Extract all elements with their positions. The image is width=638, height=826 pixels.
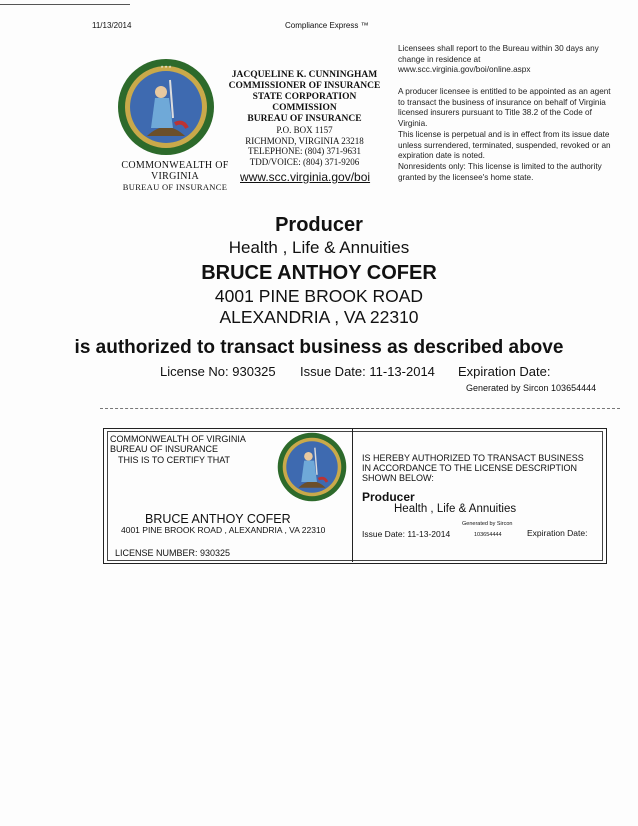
commission-line2: COMMISSION (272, 103, 337, 113)
commission-line1: STATE CORPORATION (252, 92, 357, 102)
po-box: P.O. BOX 1157 (276, 125, 333, 135)
card-generated-line2: 103654444 (474, 532, 502, 538)
licensee-address-line2: ALEXANDRIA , VA 22310 (219, 307, 419, 327)
tdd-voice: TDD/VOICE: (804) 371-9206 (249, 156, 360, 167)
notice-perpetual: This license is perpetual and is in effect from its issue date unless surrendered, terminated, suspended, revoked or an expiration date is noted. (398, 130, 611, 160)
card-expiration-date: Expiration Date: (527, 528, 588, 538)
notice-nonresidents: Nonresidents only: This license is limited to the authority granted by the licensee's home state. (398, 162, 602, 182)
card-license-number: LICENSE NUMBER: 930325 (115, 548, 231, 558)
card-lines-of-authority: Health , Life & Annuities (394, 503, 517, 515)
header-title: Compliance Express ™ (285, 21, 369, 30)
wallet-card-divider (352, 428, 353, 562)
svg-text:* * *: * * * (160, 66, 172, 72)
card-authorized-line2: IN ACCORDANCE TO THE LICENSE DESCRIPTION (362, 463, 578, 473)
generated-by: Generated by Sircon 103654444 (466, 383, 597, 393)
telephone: TELEPHONE: (804) 371-9631 (248, 146, 361, 156)
card-bureau: BUREAU OF INSURANCE (110, 444, 219, 454)
card-generated-line1: Generated by Sircon (462, 521, 513, 527)
card-licensee-address: 4001 PINE BROOK ROAD , ALEXANDRIA , VA 22310 (121, 525, 326, 535)
bureau-website-link[interactable]: www.scc.virginia.gov/boi (240, 170, 371, 184)
card-authorized-line1: IS HEREBY AUTHORIZED TO TRANSACT BUSINESS (362, 453, 584, 463)
commissioner-title: COMMISSIONER OF INSURANCE (228, 81, 381, 91)
notice-residence: Licensees shall report to the Bureau within 30 days any change in residence at www.scc.virginia.gov/boi/online.aspx (398, 44, 599, 74)
card-state: COMMONWEALTH OF VIRGINIA (110, 434, 246, 444)
seal-state-line1: COMMONWEALTH OF (121, 160, 229, 171)
licensee-address-line1: 4001 PINE BROOK ROAD (214, 286, 424, 306)
seal-bureau: BUREAU OF INSURANCE (122, 182, 228, 192)
notice-appointment: A producer licensee is entitled to be appointed as an agent to transact the business of insurance on behalf of Virginia licensed insurers pursuant to Title 38.2 of the Code of Virginia. (398, 87, 611, 128)
card-certify: THIS IS TO CERTIFY THAT (118, 455, 231, 465)
card-authorized-line3: SHOWN BELOW: (362, 473, 434, 483)
cut-line (100, 408, 620, 409)
bureau-name: BUREAU OF INSURANCE (247, 114, 362, 124)
scan-edge-line (0, 4, 130, 5)
city-state: RICHMOND, VIRGINIA 23218 (245, 135, 364, 146)
seal-state-line2: VIRGINIA (151, 171, 199, 182)
commissioner-name: JACQUELINE K. CUNNINGHAM (231, 70, 378, 80)
license-number: License No: 930325 (160, 364, 276, 379)
commissioner-block (222, 70, 387, 167)
issue-date: Issue Date: 11-13-2014 (300, 364, 435, 379)
virginia-seal-image (117, 58, 215, 156)
card-licensee-name: BRUCE ANTHOY COFER (145, 512, 291, 526)
license-lines-of-authority: Health , Life & Annuities (228, 238, 410, 257)
expiration-date: Expiration Date: (458, 364, 551, 379)
license-type: Producer (275, 214, 363, 236)
licensee-name: BRUCE ANTHOY COFER (201, 262, 437, 284)
print-date: 11/13/2014 (92, 21, 132, 30)
authorization-statement: is authorized to transact business as described above (74, 337, 564, 358)
virginia-seal-small-image (277, 432, 347, 502)
card-issue-date: Issue Date: 11-13-2014 (362, 529, 451, 539)
card-license-type: Producer (362, 490, 415, 504)
